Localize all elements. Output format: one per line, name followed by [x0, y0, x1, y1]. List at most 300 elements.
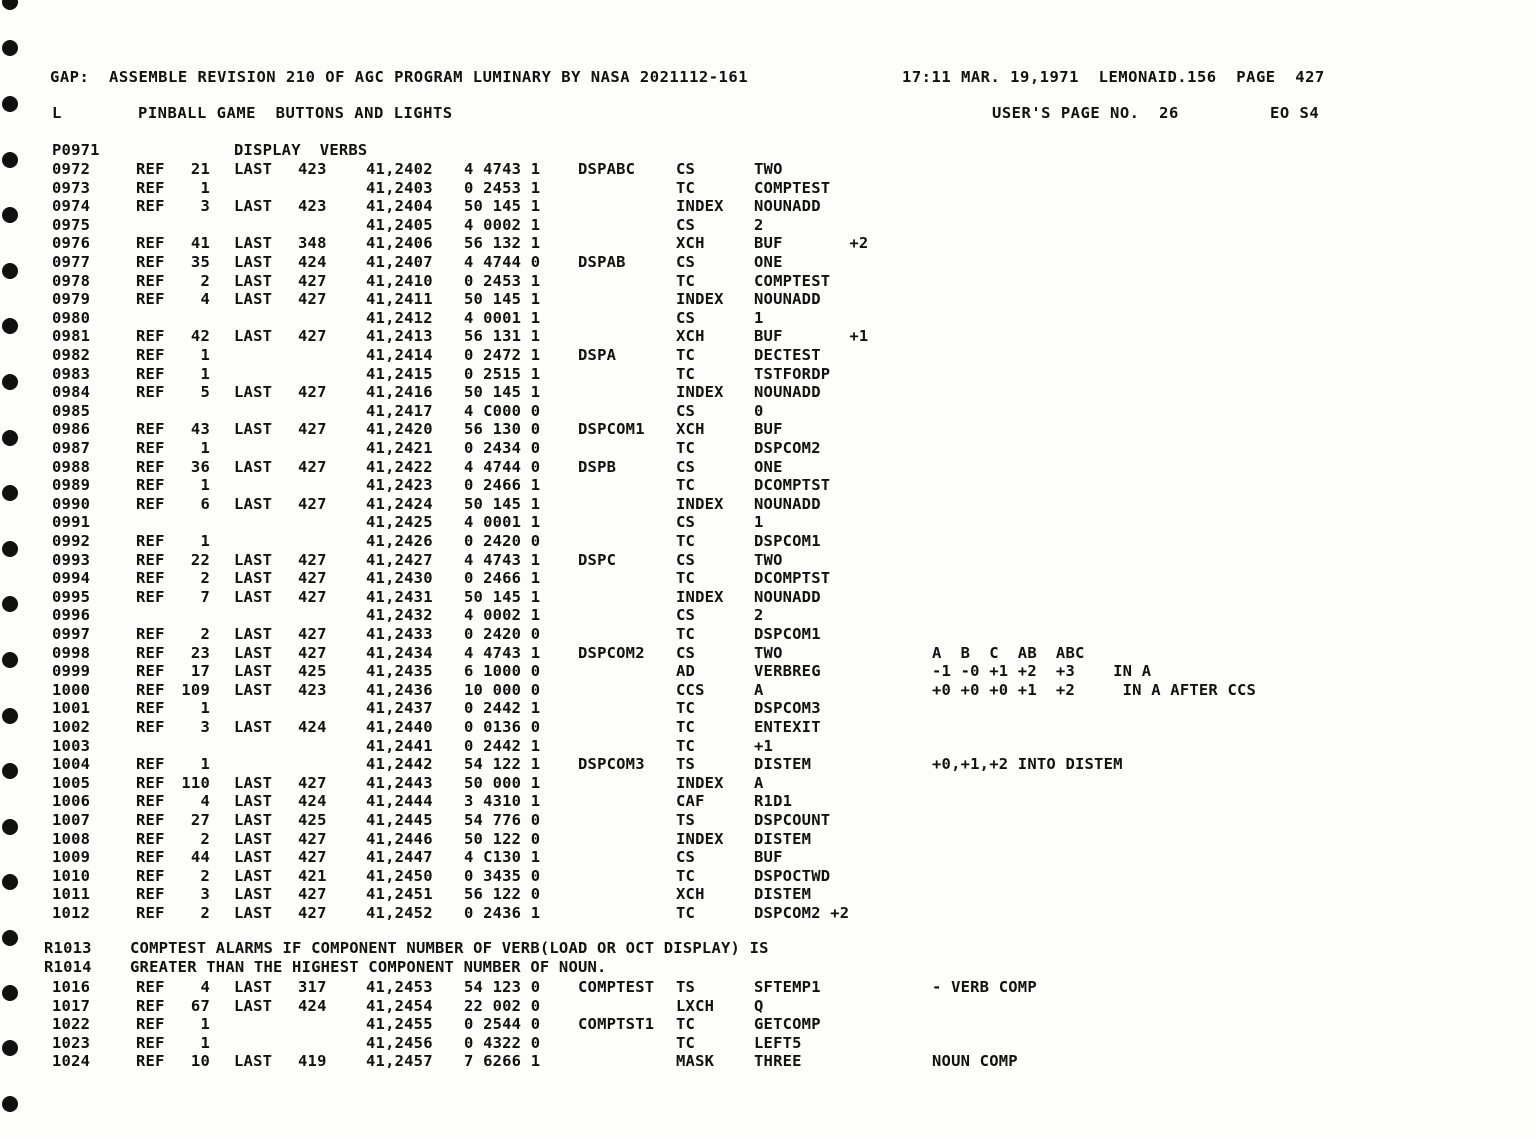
octal-code: 4 4743 1	[464, 550, 541, 569]
last-page: 427	[298, 643, 327, 662]
listing-line	[0, 197, 1536, 215]
octal-code: 0 2453 1	[464, 271, 541, 290]
line-sequence: 1016	[52, 978, 91, 996]
memory-address: 41,2436	[366, 680, 433, 699]
ref-keyword: REF	[136, 866, 165, 885]
memory-address: 41,2444	[366, 792, 433, 811]
line-sequence: 1009	[52, 848, 91, 867]
opcode: CS	[676, 401, 696, 420]
memory-address: 41,2455	[366, 1015, 433, 1034]
last-page: 423	[298, 197, 327, 216]
operand: 2	[754, 606, 764, 625]
ref-count: 1	[200, 178, 210, 197]
memory-address: 41,2424	[366, 494, 433, 513]
line-sequence: 0997	[52, 625, 91, 643]
ref-keyword: REF	[136, 383, 165, 402]
last-keyword: LAST	[234, 643, 273, 662]
ref-keyword: REF	[136, 1052, 165, 1071]
ref-keyword: REF	[136, 178, 165, 197]
memory-address: 41,2420	[366, 420, 433, 439]
symbol-label: DSPB	[578, 457, 617, 476]
line-sequence: 0991	[52, 513, 91, 532]
ref-keyword: REF	[136, 625, 165, 643]
listing-line	[0, 848, 1536, 866]
last-page: 423	[298, 680, 327, 699]
ref-keyword: REF	[136, 811, 165, 829]
last-keyword: LAST	[234, 978, 273, 996]
listing-line	[0, 439, 1536, 457]
operand: +1	[754, 736, 774, 755]
listing-line	[0, 792, 1536, 810]
operand: BUF	[754, 420, 783, 439]
ref-count: 27	[190, 811, 210, 829]
line-comment: +0 +0 +0 +1 +2 IN A AFTER CCS	[932, 680, 1257, 699]
opcode: CS	[676, 457, 696, 476]
octal-code: 0 2472 1	[464, 346, 541, 364]
octal-code: 7 6266 1	[464, 1052, 541, 1071]
ref-count: 1	[200, 1033, 210, 1052]
listing-line	[0, 1034, 1536, 1052]
ref-keyword: REF	[136, 197, 165, 216]
last-page: 425	[298, 811, 327, 829]
opcode: CS	[676, 215, 696, 234]
line-sequence: 0989	[52, 476, 91, 495]
ref-count: 1	[200, 346, 210, 364]
memory-address: 41,2427	[366, 550, 433, 569]
ref-count: 43	[190, 420, 210, 439]
memory-address: 41,2402	[366, 160, 433, 178]
memory-address: 41,2437	[366, 699, 433, 718]
line-sequence: 0973	[52, 178, 91, 197]
listing-line	[0, 234, 1536, 252]
operand: TWO	[754, 160, 783, 178]
listing-line	[0, 569, 1536, 587]
opcode: TC	[676, 1015, 696, 1034]
ref-count: 17	[190, 662, 210, 681]
line-sequence: 0998	[52, 643, 91, 662]
line-sequence: 0972	[52, 160, 91, 178]
line-sequence: 0995	[52, 587, 91, 606]
operand: A	[754, 773, 764, 792]
last-keyword: LAST	[234, 550, 273, 569]
last-page: 317	[298, 978, 327, 996]
opcode: XCH	[676, 420, 705, 439]
last-keyword: LAST	[234, 587, 273, 606]
last-page: 427	[298, 290, 327, 309]
ref-count: 2	[200, 829, 210, 848]
operand: LEFT5	[754, 1033, 802, 1052]
operand: DCOMPTST	[754, 569, 831, 588]
opcode: LXCH	[676, 996, 715, 1015]
opcode: TC	[676, 1033, 696, 1052]
ref-count: 36	[190, 457, 210, 476]
line-comment: +0,+1,+2 INTO DISTEM	[932, 755, 1123, 774]
memory-address: 41,2410	[366, 271, 433, 290]
line-comment: NOUN COMP	[932, 1052, 1018, 1071]
last-page: 425	[298, 662, 327, 681]
listing-line	[0, 532, 1536, 550]
octal-code: 4 0002 1	[464, 606, 541, 625]
memory-address: 41,2403	[366, 178, 433, 197]
octal-code: 0 2466 1	[464, 476, 541, 495]
last-keyword: LAST	[234, 234, 273, 253]
last-page: 427	[298, 569, 327, 588]
operand: DSPCOM1	[754, 625, 821, 643]
line-sequence: 1002	[52, 718, 91, 736]
octal-code: 56 131 1	[464, 327, 541, 346]
last-keyword: LAST	[234, 811, 273, 829]
opcode: TS	[676, 978, 696, 996]
line-sequence: 0985	[52, 401, 91, 420]
line-sequence: 1011	[52, 885, 91, 904]
ref-keyword: REF	[136, 476, 165, 495]
ref-count: 1	[200, 476, 210, 495]
operand: BUF	[754, 848, 783, 867]
symbol-label: DSPAB	[578, 253, 626, 271]
opcode: INDEX	[676, 773, 724, 792]
last-keyword: LAST	[234, 625, 273, 643]
last-page: 427	[298, 550, 327, 569]
ref-keyword: REF	[136, 904, 165, 922]
last-page: 427	[298, 885, 327, 904]
line-sequence: 1001	[52, 699, 91, 718]
listing-line	[0, 644, 1536, 662]
opcode: CAF	[676, 792, 705, 811]
operand: NOUNADD	[754, 587, 821, 606]
ref-count: 23	[190, 643, 210, 662]
octal-code: 4 C000 0	[464, 401, 541, 420]
ref-count: 2	[200, 271, 210, 290]
remark-seq: R1014	[44, 957, 92, 976]
last-page: 423	[298, 160, 327, 178]
opcode: TC	[676, 271, 696, 290]
operand: VERBREG	[754, 662, 821, 681]
opcode: CS	[676, 253, 696, 271]
ref-count: 4	[200, 792, 210, 811]
ref-count: 109	[181, 680, 210, 699]
last-page: 427	[298, 327, 327, 346]
memory-address: 41,2412	[366, 308, 433, 327]
listing-line	[0, 718, 1536, 736]
octal-code: 0 2420 0	[464, 625, 541, 643]
operand: TWO	[754, 643, 783, 662]
last-keyword: LAST	[234, 848, 273, 867]
opcode: INDEX	[676, 383, 724, 402]
operand: SFTEMP1	[754, 978, 821, 996]
ref-count: 5	[200, 383, 210, 402]
memory-address: 41,2407	[366, 253, 433, 271]
ref-keyword: REF	[136, 587, 165, 606]
listing-line	[0, 606, 1536, 624]
listing-line	[0, 904, 1536, 922]
last-keyword: LAST	[234, 253, 273, 271]
line-sequence: 1004	[52, 755, 91, 774]
last-keyword: LAST	[234, 866, 273, 885]
line-sequence: 0993	[52, 550, 91, 569]
opcode: TS	[676, 755, 696, 774]
listing-revision-code: EO S4	[1270, 104, 1320, 122]
line-sequence: 1000	[52, 680, 91, 699]
operand: GETCOMP	[754, 1015, 821, 1034]
ref-count: 1	[200, 1015, 210, 1034]
octal-code: 50 145 1	[464, 494, 541, 513]
octal-code: 0 3435 0	[464, 866, 541, 885]
octal-code: 0 2515 1	[464, 364, 541, 383]
operand: DSPCOM2	[754, 439, 821, 457]
ref-count: 110	[181, 773, 210, 792]
opcode: CS	[676, 606, 696, 625]
octal-code: 3 4310 1	[464, 792, 541, 811]
ref-keyword: REF	[136, 718, 165, 736]
ref-keyword: REF	[136, 160, 165, 178]
ref-keyword: REF	[136, 1033, 165, 1052]
opcode: INDEX	[676, 197, 724, 216]
ref-keyword: REF	[136, 699, 165, 718]
ref-keyword: REF	[136, 364, 165, 383]
symbol-label: DSPCOM1	[578, 420, 645, 439]
operand: R1D1	[754, 792, 793, 811]
line-comment: - VERB COMP	[932, 978, 1037, 996]
octal-code: 50 145 1	[464, 197, 541, 216]
memory-address: 41,2452	[366, 904, 433, 922]
line-sequence: 1017	[52, 996, 91, 1015]
ref-keyword: REF	[136, 457, 165, 476]
listing-header-date-page: 17:11 MAR. 19,1971 LEMONAID.156 PAGE 427	[902, 68, 1325, 86]
ref-keyword: REF	[136, 494, 165, 513]
memory-address: 41,2430	[366, 569, 433, 588]
operand: Q	[754, 996, 764, 1015]
operand: NOUNADD	[754, 290, 821, 309]
ref-keyword: REF	[136, 829, 165, 848]
memory-address: 41,2426	[366, 532, 433, 550]
octal-code: 0 4322 0	[464, 1033, 541, 1052]
last-page: 427	[298, 625, 327, 643]
memory-address: 41,2415	[366, 364, 433, 383]
last-page: 427	[298, 904, 327, 922]
line-sequence: 1010	[52, 866, 91, 885]
operand: DSPCOM2 +2	[754, 904, 850, 922]
ref-count: 41	[190, 234, 210, 253]
operand: 0	[754, 401, 764, 420]
operand: NOUNADD	[754, 494, 821, 513]
last-keyword: LAST	[234, 680, 273, 699]
remark-line	[0, 939, 1536, 957]
opcode: TC	[676, 476, 696, 495]
octal-code: 0 2442 1	[464, 699, 541, 718]
opcode: INDEX	[676, 829, 724, 848]
octal-code: 0 2544 0	[464, 1015, 541, 1034]
last-keyword: LAST	[234, 773, 273, 792]
listing-line	[0, 365, 1536, 383]
ref-count: 1	[200, 439, 210, 457]
memory-address: 41,2404	[366, 197, 433, 216]
line-sequence: 0987	[52, 439, 91, 457]
listing-line	[0, 811, 1536, 829]
ref-keyword: REF	[136, 327, 165, 346]
ref-count: 42	[190, 327, 210, 346]
opcode: INDEX	[676, 290, 724, 309]
opcode: TC	[676, 569, 696, 588]
last-page: 424	[298, 792, 327, 811]
last-page: 424	[298, 996, 327, 1015]
memory-address: 41,2414	[366, 346, 433, 364]
remark-text: COMPTEST ALARMS IF COMPONENT NUMBER OF VERB(LOAD OR OCT DISPLAY) IS	[130, 939, 769, 957]
octal-code: 56 130 0	[464, 420, 541, 439]
listing-line	[0, 978, 1536, 996]
symbol-label: DSPC	[578, 550, 617, 569]
octal-code: 4 4744 0	[464, 457, 541, 476]
memory-address: 41,2457	[366, 1052, 433, 1071]
memory-address: 41,2434	[366, 643, 433, 662]
last-page: 427	[298, 494, 327, 513]
ref-count: 4	[200, 290, 210, 309]
listing-subtitle: PINBALL GAME BUTTONS AND LIGHTS	[138, 104, 453, 122]
listing-line	[0, 458, 1536, 476]
ref-keyword: REF	[136, 532, 165, 550]
opcode: TC	[676, 439, 696, 457]
operand: 2	[754, 215, 764, 234]
ref-keyword: REF	[136, 792, 165, 811]
opcode: TC	[676, 699, 696, 718]
line-sequence: 0975	[52, 215, 91, 234]
last-keyword: LAST	[234, 420, 273, 439]
octal-code: 0 2436 1	[464, 904, 541, 922]
symbol-label: DSPA	[578, 346, 617, 364]
memory-address: 41,2454	[366, 996, 433, 1015]
memory-address: 41,2411	[366, 290, 433, 309]
listing-line	[0, 179, 1536, 197]
last-keyword: LAST	[234, 383, 273, 402]
octal-code: 56 132 1	[464, 234, 541, 253]
ref-keyword: REF	[136, 346, 165, 364]
ref-count: 35	[190, 253, 210, 271]
listing-line	[0, 830, 1536, 848]
listing-line	[0, 997, 1536, 1015]
octal-code: 50 145 1	[464, 290, 541, 309]
opcode: TC	[676, 718, 696, 736]
opcode: AD	[676, 662, 696, 681]
octal-code: 4 4744 0	[464, 253, 541, 271]
operand: DISTEM	[754, 755, 812, 774]
ref-keyword: REF	[136, 848, 165, 867]
opcode: MASK	[676, 1052, 715, 1071]
last-page: 427	[298, 420, 327, 439]
line-sequence: 0983	[52, 364, 91, 383]
operand: NOUNADD	[754, 383, 821, 402]
ref-count: 3	[200, 197, 210, 216]
last-keyword: LAST	[234, 662, 273, 681]
operand: ENTEXIT	[754, 718, 821, 736]
memory-address: 41,2451	[366, 885, 433, 904]
remark-text: GREATER THAN THE HIGHEST COMPONENT NUMBER OF NOUN.	[130, 957, 607, 976]
last-page: 427	[298, 457, 327, 476]
ref-keyword: REF	[136, 885, 165, 904]
octal-code: 10 000 0	[464, 680, 541, 699]
operand: TWO	[754, 550, 783, 569]
opcode: CS	[676, 160, 696, 178]
listing-line	[0, 346, 1536, 364]
octal-code: 22 002 0	[464, 996, 541, 1015]
last-page: 348	[298, 234, 327, 253]
ref-count: 1	[200, 755, 210, 774]
symbol-label: COMPTST1	[578, 1015, 655, 1034]
last-keyword: LAST	[234, 271, 273, 290]
last-keyword: LAST	[234, 718, 273, 736]
remark-seq: R1013	[44, 939, 92, 957]
listing-line	[0, 699, 1536, 717]
listing-line	[0, 402, 1536, 420]
memory-address: 41,2422	[366, 457, 433, 476]
listing-line	[0, 513, 1536, 531]
line-sequence: 0980	[52, 308, 91, 327]
memory-address: 41,2432	[366, 606, 433, 625]
opcode: TC	[676, 904, 696, 922]
opcode: CS	[676, 643, 696, 662]
listing-line	[0, 662, 1536, 680]
octal-code: 0 2466 1	[464, 569, 541, 588]
ref-count: 3	[200, 718, 210, 736]
last-page: 424	[298, 253, 327, 271]
octal-code: 4 0002 1	[464, 215, 541, 234]
operand: 1	[754, 513, 764, 532]
ref-count: 1	[200, 699, 210, 718]
listing-line	[0, 1015, 1536, 1033]
opcode: INDEX	[676, 494, 724, 513]
last-keyword: LAST	[234, 494, 273, 513]
ref-count: 67	[190, 996, 210, 1015]
memory-address: 41,2442	[366, 755, 433, 774]
listing-line	[0, 327, 1536, 345]
memory-address: 41,2425	[366, 513, 433, 532]
listing-line	[0, 383, 1536, 401]
last-keyword: LAST	[234, 792, 273, 811]
memory-address: 41,2405	[366, 215, 433, 234]
last-page: 427	[298, 587, 327, 606]
listing-line	[0, 476, 1536, 494]
line-comment: -1 -0 +1 +2 +3 IN A	[932, 662, 1152, 681]
operand: NOUNADD	[754, 197, 821, 216]
opcode: CS	[676, 513, 696, 532]
last-keyword: LAST	[234, 569, 273, 588]
operand: THREE	[754, 1052, 802, 1071]
ref-keyword: REF	[136, 550, 165, 569]
ref-count: 22	[190, 550, 210, 569]
last-keyword: LAST	[234, 457, 273, 476]
last-page: 427	[298, 773, 327, 792]
memory-address: 41,2450	[366, 866, 433, 885]
punch-hole-icon	[2, 96, 18, 112]
line-sequence: 1022	[52, 1015, 91, 1034]
operand: DSPOCTWD	[754, 866, 831, 885]
line-sequence: 1003	[52, 736, 91, 755]
last-page: 419	[298, 1052, 327, 1071]
last-keyword: LAST	[234, 160, 273, 178]
ref-keyword: REF	[136, 755, 165, 774]
opcode: TC	[676, 736, 696, 755]
operand: DCOMPTST	[754, 476, 831, 495]
ref-keyword: REF	[136, 271, 165, 290]
last-page: 427	[298, 848, 327, 867]
listing-line	[0, 588, 1536, 606]
operand: COMPTEST	[754, 178, 831, 197]
ref-keyword: REF	[136, 773, 165, 792]
octal-code: 0 2442 1	[464, 736, 541, 755]
octal-code: 0 2420 0	[464, 532, 541, 550]
line-sequence: 1012	[52, 904, 91, 922]
line-sequence: 0974	[52, 197, 91, 216]
ref-keyword: REF	[136, 1015, 165, 1034]
octal-code: 50 145 1	[464, 587, 541, 606]
